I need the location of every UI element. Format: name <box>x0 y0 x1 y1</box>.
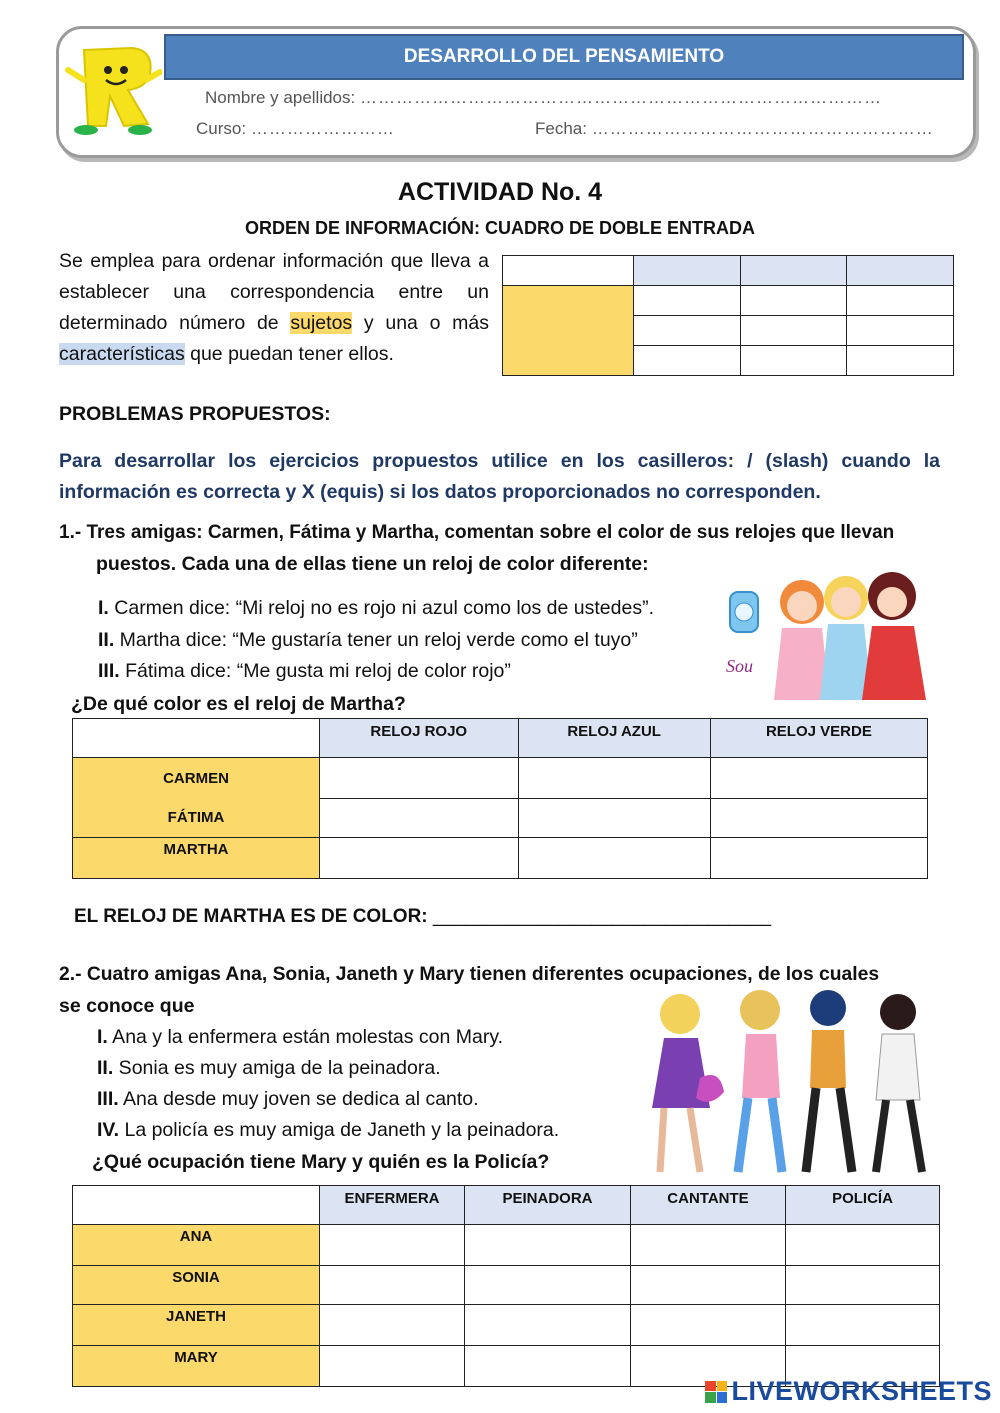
intro-highlight-caracteristicas: características <box>59 343 185 365</box>
q2-answer-cell[interactable] <box>320 1266 465 1305</box>
q1-corner-cell <box>73 719 320 758</box>
intro-paragraph <box>59 246 489 370</box>
course-label: Curso: <box>196 119 247 138</box>
header-banner: DESARROLLO DEL PENSAMIENTO <box>164 34 964 80</box>
q2-answer-cell[interactable] <box>631 1305 786 1346</box>
q2-clue <box>97 1026 503 1049</box>
q2-column-header: PEINADORA <box>465 1186 631 1225</box>
q1-clue <box>98 597 654 620</box>
q2-corner-cell <box>73 1186 320 1225</box>
q1-clue-number: III. <box>98 660 120 682</box>
q2-clue-text: Ana desde muy joven se dedica al canto. <box>118 1088 479 1110</box>
q2-question: ¿Qué ocupación tiene Mary y quién es la Policía? <box>92 1151 550 1173</box>
q2-answer-cell[interactable] <box>320 1346 465 1387</box>
q2-clue <box>97 1119 559 1142</box>
example-corner-cell <box>503 256 634 286</box>
q1-answer-cell[interactable] <box>518 758 710 799</box>
example-cell <box>740 286 847 316</box>
q2-clue <box>97 1088 479 1111</box>
q2-answer-cell[interactable] <box>465 1305 631 1346</box>
q2-answer-cell[interactable] <box>631 1225 786 1266</box>
intro-text-2: y una o más <box>352 312 490 334</box>
example-header-cell <box>740 256 847 286</box>
q2-clue <box>97 1057 441 1080</box>
q1-row-label: CARMEN <box>73 758 320 799</box>
q1-answer-cell[interactable] <box>518 799 710 838</box>
q2-clue-number: II. <box>97 1057 114 1079</box>
example-cell <box>847 316 954 346</box>
q1-clue-text: Martha dice: “Me gustaría tener un reloj verde como el tuyo” <box>114 629 638 651</box>
q1-clue <box>98 629 638 652</box>
q1-answer-cell[interactable] <box>320 758 519 799</box>
q2-row-label: SONIA <box>73 1266 320 1305</box>
example-cell <box>847 286 954 316</box>
q1-column-header: RELOJ VERDE <box>710 719 927 758</box>
example-cell <box>634 286 741 316</box>
q1-statement-line2: puestos. Cada una de ellas tiene un reloj de color diferente: <box>96 553 649 575</box>
three-girls-illustration <box>722 566 934 706</box>
q2-answer-cell[interactable] <box>320 1305 465 1346</box>
q1-clue <box>98 660 511 683</box>
q2-clue-text: Sonia es muy amiga de la peinadora. <box>113 1057 441 1079</box>
q2-double-entry-table <box>72 1185 940 1387</box>
example-header-cell <box>847 256 954 286</box>
q2-statement-line2: se conoce que <box>59 995 195 1017</box>
example-double-entry-table <box>502 255 954 376</box>
q2-clue-number: I. <box>97 1026 108 1048</box>
name-label: Nombre y apellidos: <box>205 88 356 107</box>
q2-answer-cell[interactable] <box>465 1266 631 1305</box>
q2-statement-line1: 2.- Cuatro amigas Ana, Sonia, Janeth y Mary tienen diferentes ocupaciones, de los cuales <box>59 964 880 985</box>
liveworksheets-logo-icon <box>705 1381 727 1403</box>
logo-mascot-icon <box>62 40 162 140</box>
q2-row-label: MARY <box>73 1346 320 1387</box>
course-field[interactable] <box>196 119 395 139</box>
date-dots: ………………………………………………… <box>591 119 934 138</box>
q1-answer-label: EL RELOJ DE MARTHA ES DE COLOR: <box>74 906 428 927</box>
instructions-text: Para desarrollar los ejercicios propuestos utilice en los casilleros: / (slash) cuando la información es correcta y X (equis) si los datos proporcionados no corresponden. <box>59 450 940 503</box>
q2-row-label: JANETH <box>73 1305 320 1346</box>
q1-clue-text: Fátima dice: “Me gusta mi reloj de color rojo” <box>119 660 511 682</box>
intro-text-3: que puedan tener ellos. <box>184 343 394 365</box>
q1-answer-cell[interactable] <box>320 838 519 879</box>
example-cell <box>847 346 954 376</box>
q2-answer-cell[interactable] <box>631 1266 786 1305</box>
example-subject-cell <box>503 286 634 376</box>
q2-clue-text: La policía es muy amiga de Janeth y la peinadora. <box>119 1119 560 1141</box>
q1-clue-number: I. <box>98 597 109 619</box>
q2-column-header: POLICÍA <box>786 1186 940 1225</box>
watermark-text: LIVEWORKSHEETS <box>731 1376 992 1406</box>
q2-clue-text: Ana y la enfermera están molestas con Mary. <box>107 1026 504 1048</box>
q1-column-header: RELOJ AZUL <box>518 719 710 758</box>
q1-row-label: FÁTIMA <box>73 799 320 838</box>
svg-text:Sou: Sou <box>726 656 753 676</box>
example-cell <box>740 316 847 346</box>
liveworksheets-watermark[interactable] <box>705 1376 992 1407</box>
q2-row-label: ANA <box>73 1225 320 1266</box>
q2-column-header: CANTANTE <box>631 1186 786 1225</box>
intro-text-1: Se emplea para ordenar información que lleva a establecer una correspondencia entre un determinado número de <box>59 250 489 334</box>
problems-heading: PROBLEMAS PROPUESTOS: <box>59 403 331 425</box>
example-cell <box>634 316 741 346</box>
q1-answer-line[interactable]: ________________________________ <box>432 906 772 927</box>
q1-answer-cell[interactable] <box>710 758 927 799</box>
activity-subtitle: ORDEN DE INFORMACIÓN: CUADRO DE DOBLE ENTRADA <box>245 218 755 238</box>
q1-statement-line1: 1.- Tres amigas: Carmen, Fátima y Martha, comentan sobre el color de sus relojes que llevan <box>59 522 895 543</box>
q2-answer-cell[interactable] <box>786 1305 940 1346</box>
course-dots: …………………… <box>250 119 395 138</box>
q2-answer-cell[interactable] <box>465 1346 631 1387</box>
q1-clue-text: Carmen dice: “Mi reloj no es rojo ni azul como los de ustedes”. <box>108 597 654 619</box>
q2-column-header: ENFERMERA <box>320 1186 465 1225</box>
q2-answer-cell[interactable] <box>786 1266 940 1305</box>
q1-double-entry-table <box>72 718 928 879</box>
q1-row-label: MARTHA <box>73 838 320 879</box>
q2-answer-cell[interactable] <box>465 1225 631 1266</box>
activity-title: ACTIVIDAD No. 4 <box>397 178 603 206</box>
example-cell <box>634 346 741 376</box>
q2-answer-cell[interactable] <box>320 1225 465 1266</box>
intro-highlight-sujetos: sujetos <box>290 312 353 334</box>
q1-question: ¿De qué color es el reloj de Martha? <box>71 693 406 715</box>
four-girls-illustration <box>640 988 936 1174</box>
q1-column-header: RELOJ ROJO <box>320 719 519 758</box>
example-header-cell <box>634 256 741 286</box>
q1-clue-number: II. <box>98 629 115 651</box>
name-dots: …………………………………………………………………………… <box>359 88 882 107</box>
name-field[interactable] <box>205 88 882 108</box>
date-label: Fecha: <box>535 119 587 138</box>
q2-clue-number: IV. <box>97 1119 120 1141</box>
q1-answer-cell[interactable] <box>518 838 710 879</box>
example-cell <box>740 346 847 376</box>
date-field[interactable] <box>535 119 934 139</box>
q2-clue-number: III. <box>97 1088 119 1110</box>
q2-answer-cell[interactable] <box>786 1225 940 1266</box>
q1-answer-cell[interactable] <box>710 838 927 879</box>
q1-answer-cell[interactable] <box>710 799 927 838</box>
q1-answer-cell[interactable] <box>320 799 519 838</box>
q1-answer-row <box>74 906 771 928</box>
